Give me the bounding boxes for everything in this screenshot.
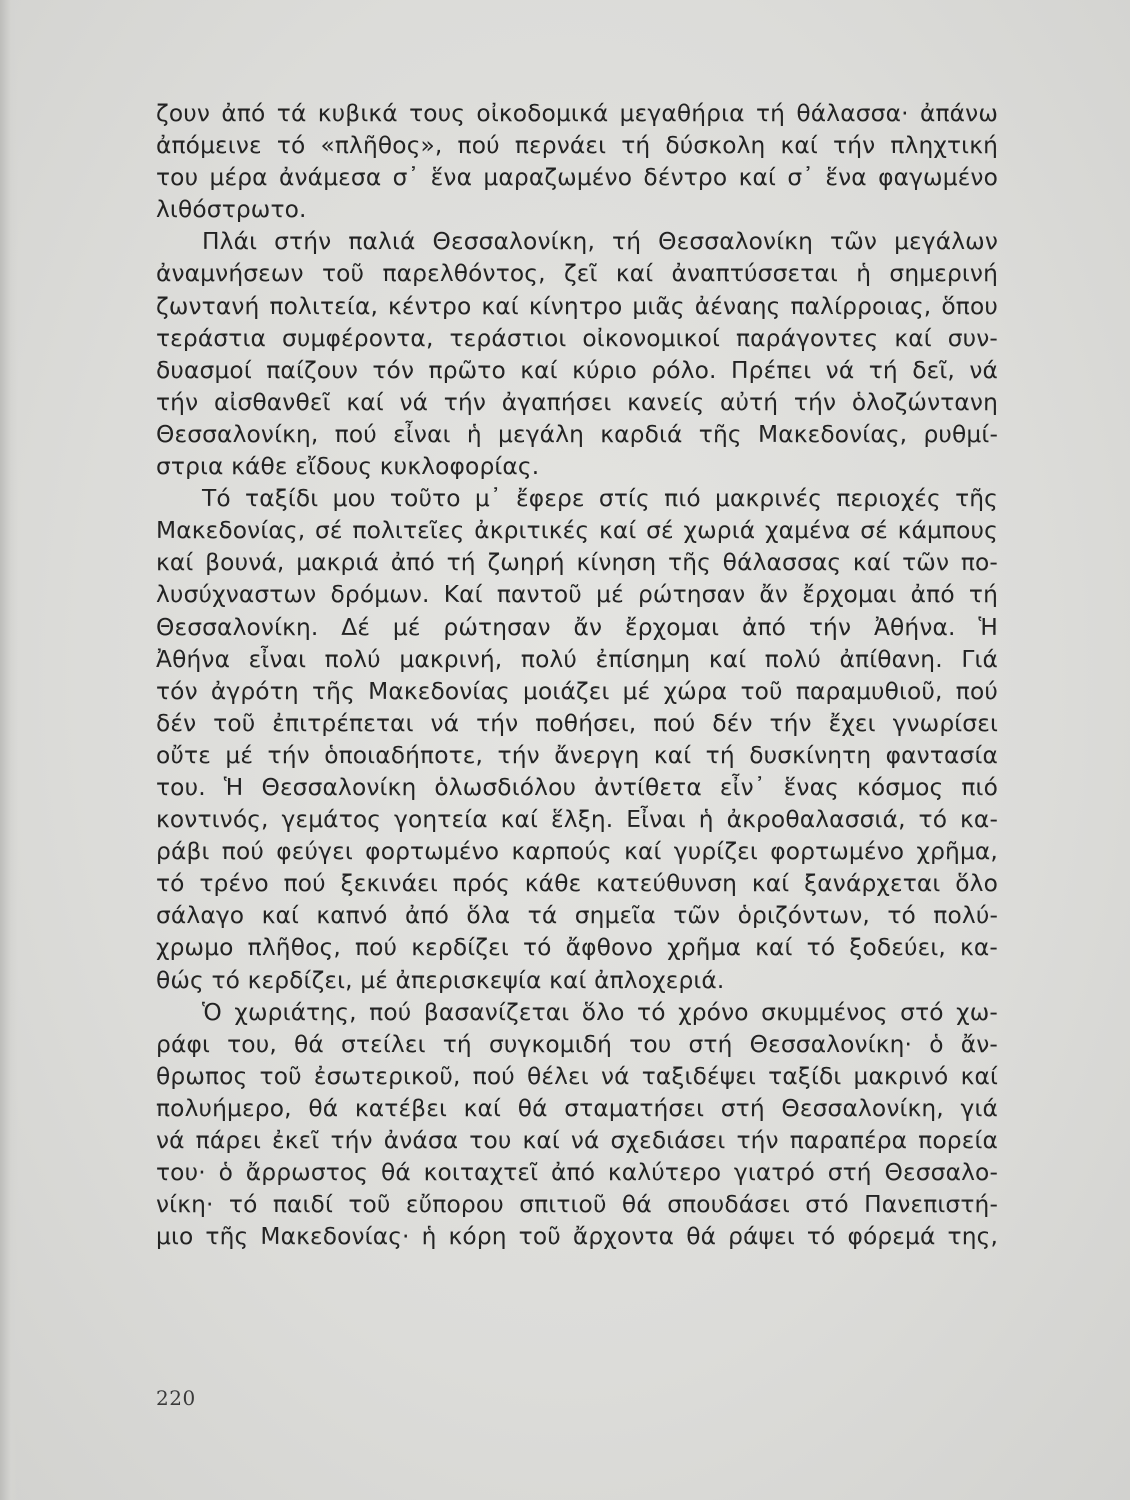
text-line: κοντινός, γεμάτος γοητεία καί ἕλξη. Εἶναι ἡ ἀκροθαλασσιά, τό κα- [156,806,998,834]
text-line: χρωμο πλῆθος, πού κερδίζει τό ἄφθονο χρῆμα καί τό ξοδεύει, κα- [156,934,998,962]
page-number: 220 [156,1386,196,1410]
text-line: πολυήμερο, θά κατέβει καί θά σταματήσει στή Θεσσαλονίκη, γιά [156,1094,998,1122]
text-line: του μέρα ἀνάμεσα σ᾽ ἕνα μαραζωμένο δέντρο καί σ᾽ ἕνα φαγωμένο [156,164,998,192]
text-line: δυασμοί παίζουν τόν πρῶτο καί κύριο ρόλο. Πρέπει νά τή δεῖ, νά [156,356,998,384]
text-line: Τό ταξίδι μου τοῦτο μ᾽ ἔφερε στίς πιό μακρινές περιοχές τῆς [202,485,998,513]
text-line: τόν ἀγρότη τῆς Μακεδονίας μοιάζει μέ χώρα τοῦ παραμυθιοῦ, πού [156,677,998,705]
text-line: οὔτε μέ τήν ὁποιαδήποτε, τήν ἄνεργη καί τή δυσκίνητη φαντασία [156,741,998,769]
text-line: νίκη· τό παιδί τοῦ εὔπορου σπιτιοῦ θά σπουδάσει στό Πανεπιστή- [156,1191,998,1219]
text-line: ἀναμνήσεων τοῦ παρελθόντος, ζεῖ καί ἀναπτύσσεται ἡ σημερινή [156,260,998,288]
text-line: Πλάι στήν παλιά Θεσσαλονίκη, τή Θεσσαλονίκη τῶν μεγάλων [202,228,998,256]
text-line: του· ὁ ἄρρωστος θά κοιταχτεῖ ἀπό καλύτερο γιατρό στή Θεσσαλο- [156,1159,998,1187]
text-line: Ἀθήνα εἶναι πολύ μακρινή, πολύ ἐπίσημη καί πολύ ἀπίθανη. Γιά [156,645,998,673]
text-line: θρωπος τοῦ ἐσωτερικοῦ, πού θέλει νά ταξιδέψει ταξίδι μακρινό καί [156,1062,998,1090]
text-line: λυσύχναστων δρόμων. Καί παντοῦ μέ ρώτησαν ἄν ἔρχομαι ἀπό τή [156,581,998,609]
text-line: ἀπόμεινε τό «πλῆθος», πού περνάει τή δύσκολη καί τήν πληχτική [156,132,998,160]
text-line: τήν αἰσθανθεῖ καί νά τήν ἀγαπήσει κανείς αὐτή τήν ὁλοζώντανη [156,388,998,416]
text-line: ζουν ἀπό τά κυβικά τους οἰκοδομικά μεγαθήρια τή θάλασσα· ἀπάνω [156,100,998,127]
text-line: στρια κάθε εἴδους κυκλοφορίας. [156,453,540,481]
page-gutter-edge [0,0,18,1500]
text-line: ράφι του, θά στείλει τή συγκομιδή του στή Θεσσαλονίκη· ὁ ἄν- [156,1030,998,1058]
text-line: Μακεδονίας, σέ πολιτεῖες ἀκριτικές καί σέ χωριά χαμένα σέ κάμπους [156,517,998,545]
text-line: Ὁ χωριάτης, πού βασανίζεται ὅλο τό χρόνο σκυμμένος στό χω- [202,998,998,1026]
text-line: ζωντανή πολιτεία, κέντρο καί κίνητρο μιᾶς ἀέναης παλίρροιας, ὅπου [156,292,998,320]
body-text [156,98,998,1253]
text-line: ράβι πού φεύγει φορτωμένο καρπούς καί γυρίζει φορτωμένο χρῆμα, [156,838,998,866]
text-line: Θεσσαλονίκη. Δέ μέ ρώτησαν ἄν ἔρχομαι ἀπό τήν Ἀθήνα. Ἡ [156,613,998,641]
text-line: καί βουνά, μακριά ἀπό τή ζωηρή κίνηση τῆς θάλασσας καί τῶν πο- [156,549,998,577]
text-line: σάλαγο καί καπνό ἀπό ὅλα τά σημεῖα τῶν ὁριζόντων, τό πολύ- [156,902,998,930]
text-line: δέν τοῦ ἐπιτρέπεται νά τήν ποθήσει, πού δέν τήν ἔχει γνωρίσει [156,709,998,737]
text-line: του. Ἡ Θεσσαλονίκη ὁλωσδιόλου ἀντίθετα εἶν᾽ ἕνας κόσμος πιό [156,773,998,801]
text-line: τεράστια συμφέροντα, τεράστιοι οἰκονομικοί παράγοντες καί συν- [156,324,998,352]
text-line: τό τρένο πού ξεκινάει πρός κάθε κατεύθυνση καί ξανάρχεται ὅλο [156,870,998,898]
text-line: θώς τό κερδίζει, μέ ἀπερισκεψία καί ἀπλοχεριά. [156,966,725,994]
text-line: μιο τῆς Μακεδονίας· ἡ κόρη τοῦ ἄρχοντα θά ράψει τό φόρεμά της, [156,1223,998,1251]
text-line: νά πάρει ἐκεῖ τήν ἀνάσα του καί νά σχεδιάσει τήν παραπέρα πορεία [156,1127,998,1154]
text-line: λιθόστρωτο. [156,196,307,224]
text-line: Θεσσαλονίκη, πού εἶναι ἡ μεγάλη καρδιά τῆς Μακεδονίας, ρυθμί- [156,420,998,448]
